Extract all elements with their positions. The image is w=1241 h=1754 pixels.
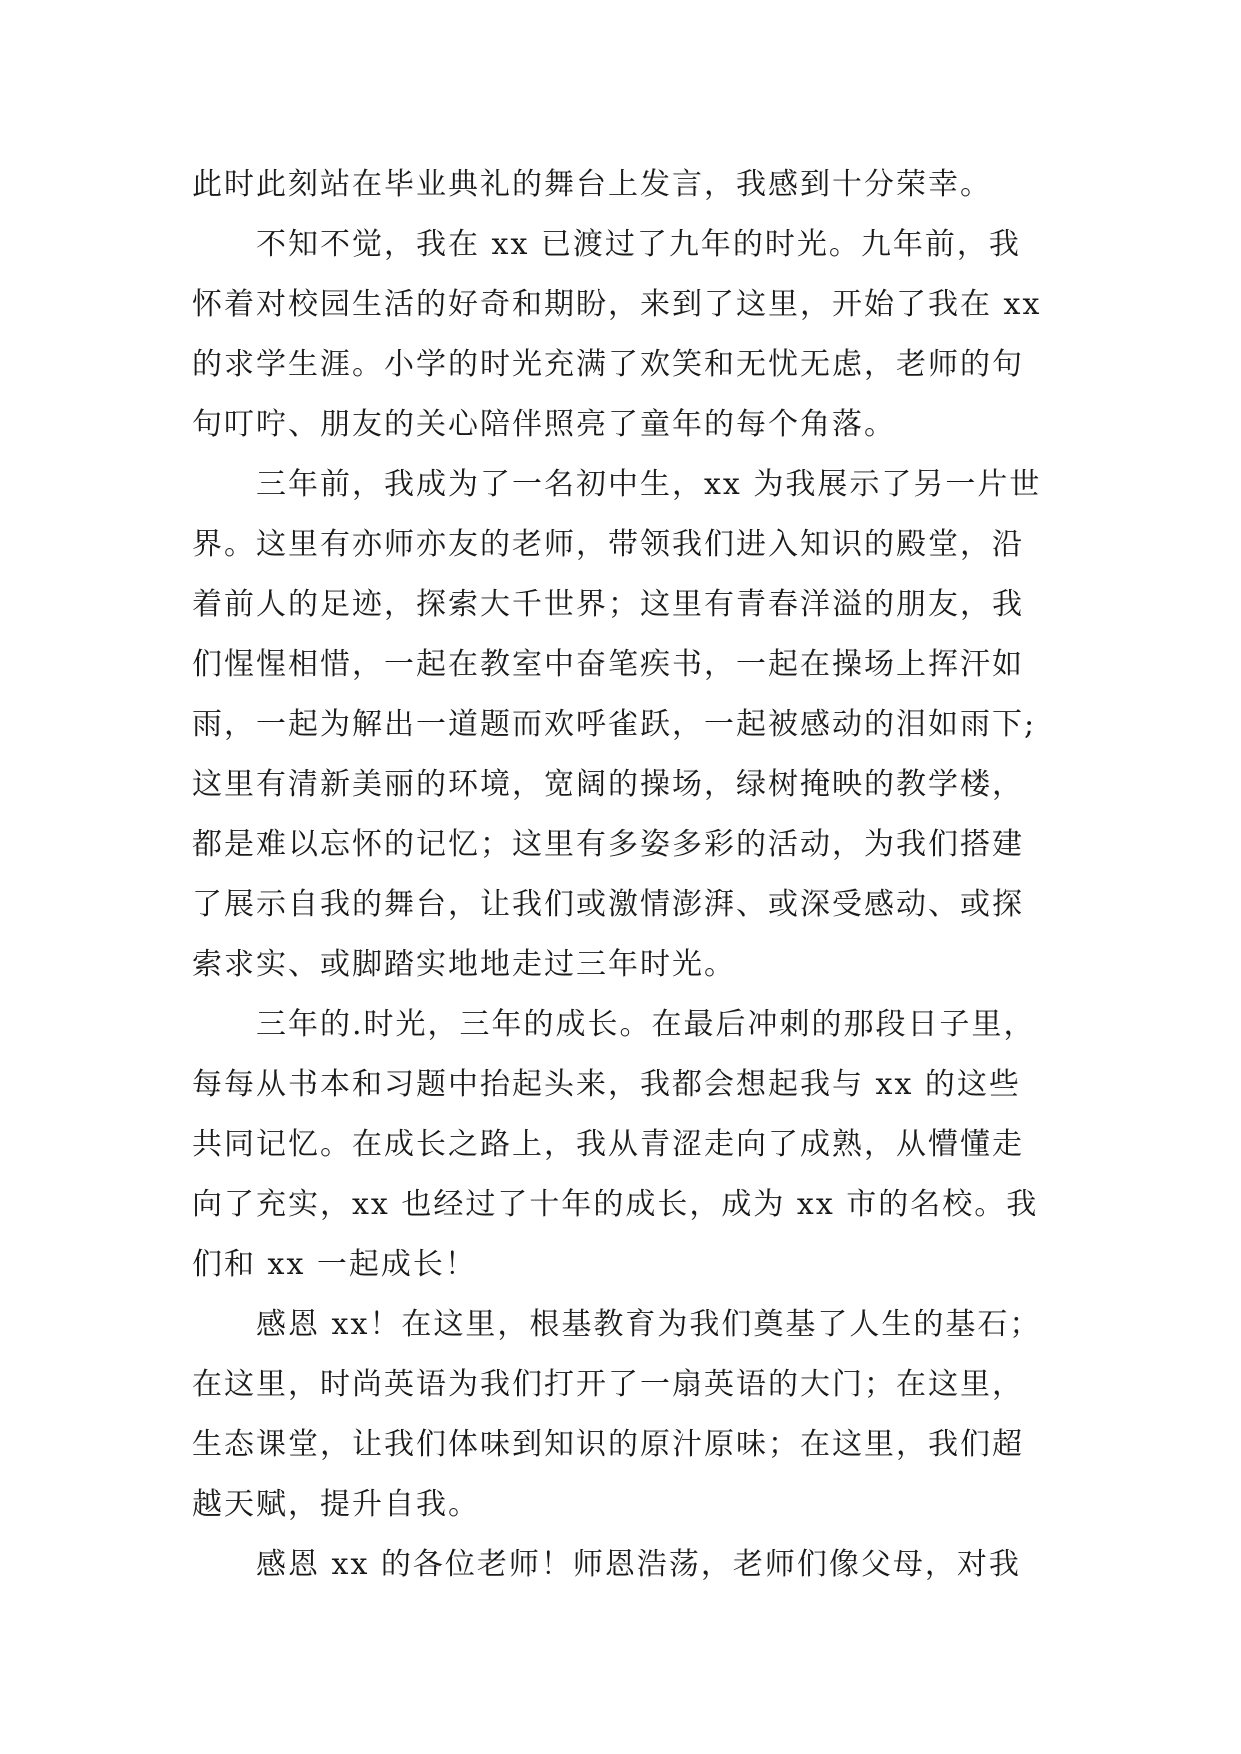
text-line: 向了充实，xx 也经过了十年的成长，成为 xx 市的名校。我	[192, 1187, 1039, 1222]
document-body	[192, 155, 1052, 1595]
text-line: 越天赋，提升自我。	[192, 1487, 480, 1522]
text-line: 生态课堂，让我们体味到知识的原汁原味；在这里，我们超	[192, 1427, 1024, 1462]
text-line: 着前人的足迹，探索大千世界；这里有青春洋溢的朋友，我	[192, 587, 1024, 622]
text-line: 们和 xx 一起成长！	[192, 1247, 477, 1282]
text-line: 在这里，时尚英语为我们打开了一扇英语的大门；在这里，	[192, 1367, 1024, 1402]
text-line: 每每从书本和习题中抬起头来，我都会想起我与 xx 的这些	[192, 1067, 1021, 1102]
text-line: 索求实、或脚踏实地地走过三年时光。	[192, 947, 736, 982]
text-line: 这里有清新美丽的环境，宽阔的操场，绿树掩映的教学楼，	[192, 767, 1024, 802]
text-line: 都是难以忘怀的记忆；这里有多姿多彩的活动，为我们搭建	[192, 827, 1024, 862]
text-line: 感恩 xx 的各位老师！师恩浩荡，老师们像父母，对我	[256, 1547, 1021, 1582]
text-line: 此时此刻站在毕业典礼的舞台上发言，我感到十分荣幸。	[192, 167, 992, 202]
text-line: 的求学生涯。小学的时光充满了欢笑和无忧无虑，老师的句	[192, 347, 1024, 382]
text-line: 三年的.时光，三年的成长。在最后冲刺的那段日子里，	[256, 1007, 1036, 1042]
text-line: 雨，一起为解出一道题而欢呼雀跃，一起被感动的泪如雨下;	[192, 707, 1037, 742]
text-line: 了展示自我的舞台，让我们或激情澎湃、或深受感动、或探	[192, 887, 1024, 922]
text-line: 不知不觉，我在 xx 已渡过了九年的时光。九年前，我	[256, 227, 1021, 262]
text-line: 界。这里有亦师亦友的老师，带领我们进入知识的殿堂，沿	[192, 527, 1024, 562]
text-line: 们惺惺相惜，一起在教室中奋笔疾书，一起在操场上挥汗如	[192, 647, 1024, 682]
text-line: 句叮咛、朋友的关心陪伴照亮了童年的每个角落。	[192, 407, 896, 442]
text-line: 怀着对校园生活的好奇和期盼，来到了这里，开始了我在 xx	[192, 287, 1042, 322]
text-line: 感恩 xx！在这里，根基教育为我们奠基了人生的基石；	[256, 1307, 1042, 1342]
text-line: 共同记忆。在成长之路上，我从青涩走向了成熟，从懵懂走	[192, 1127, 1024, 1162]
text-line: 三年前，我成为了一名初中生，xx 为我展示了另一片世	[256, 467, 1042, 502]
